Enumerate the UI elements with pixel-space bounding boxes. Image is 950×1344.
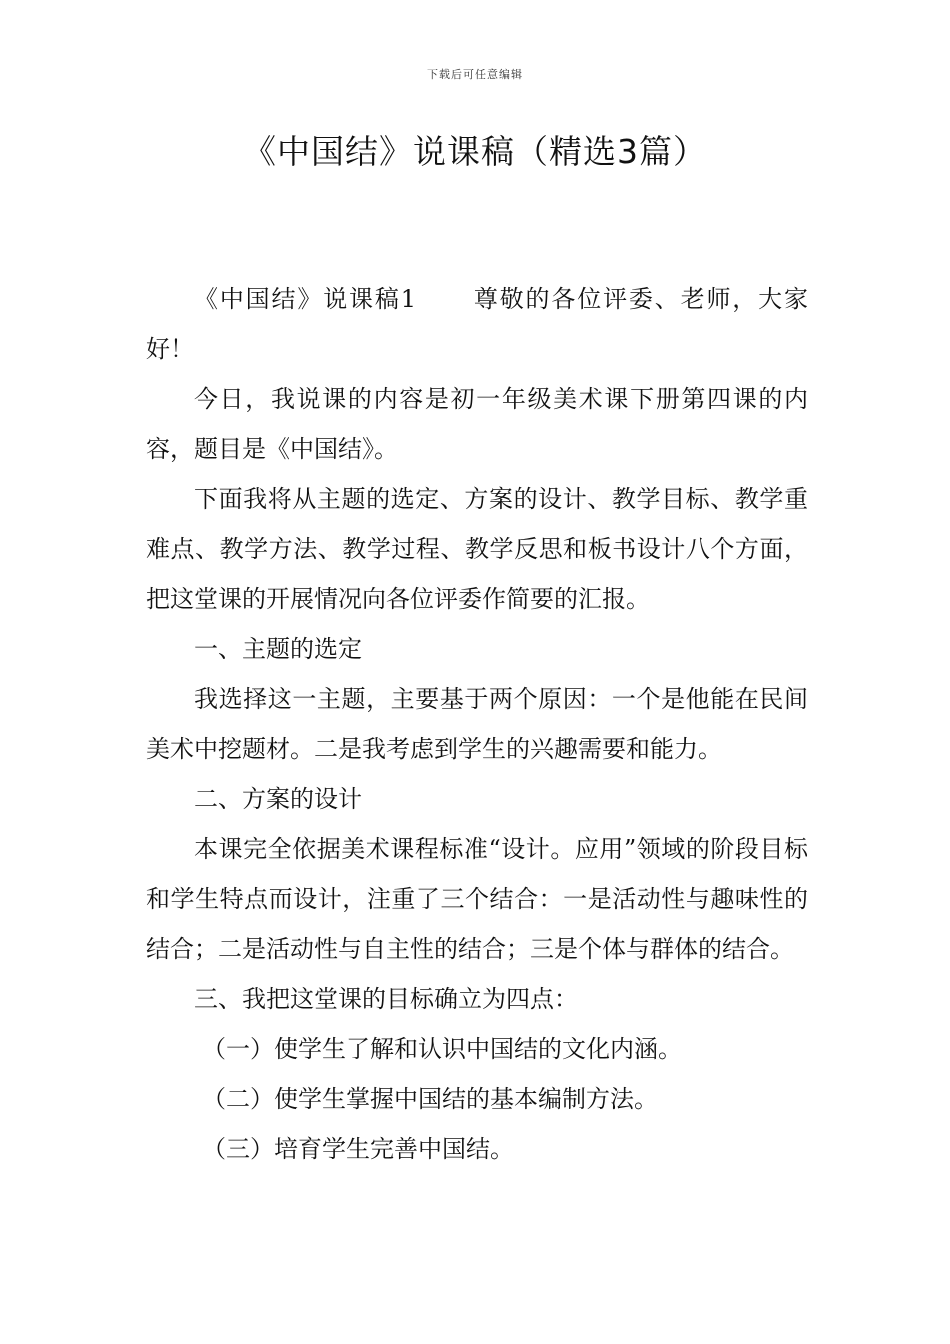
intro-paragraph: [146, 274, 808, 374]
greeting-text: 尊敬的各位评委、老师，大家好！: [146, 285, 808, 363]
document-title: 《中国结》说课稿（精选3篇）: [243, 132, 707, 171]
body-paragraph: 我选择这一主题，主要基于两个原因：一个是他能在民间美术中挖题材。二是我考虑到学生的兴趣需要和能力。: [146, 685, 808, 763]
section-heading: 《中国结》说课稿1: [194, 285, 417, 313]
header-note: 下载后可任意编辑: [427, 68, 523, 81]
section-heading-design: 二、方案的设计: [194, 785, 362, 813]
section-heading-goals: 三、我把这堂课的目标确立为四点：: [194, 985, 578, 1013]
goal-item: （二）使学生掌握中国结的基本编制方法。: [202, 1085, 658, 1113]
document-body: [146, 274, 808, 1174]
goal-item: （一）使学生了解和认识中国结的文化内涵。: [202, 1035, 682, 1063]
body-paragraph: 下面我将从主题的选定、方案的设计、教学目标、教学重难点、教学方法、教学过程、教学反思和板书设计八个方面，把这堂课的开展情况向各位评委作简要的汇报。: [146, 485, 808, 613]
body-paragraph: 今日，我说课的内容是初一年级美术课下册第四课的内容，题目是《中国结》。: [146, 385, 808, 463]
section-heading-topic: 一、主题的选定: [194, 635, 362, 663]
body-paragraph: 本课完全依据美术课程标准“设计。应用”领域的阶段目标和学生特点而设计，注重了三个结合：一是活动性与趣味性的结合；二是活动性与自主性的结合；三是个体与群体的结合。: [146, 835, 808, 963]
goal-item: （三）培育学生完善中国结。: [202, 1135, 514, 1163]
